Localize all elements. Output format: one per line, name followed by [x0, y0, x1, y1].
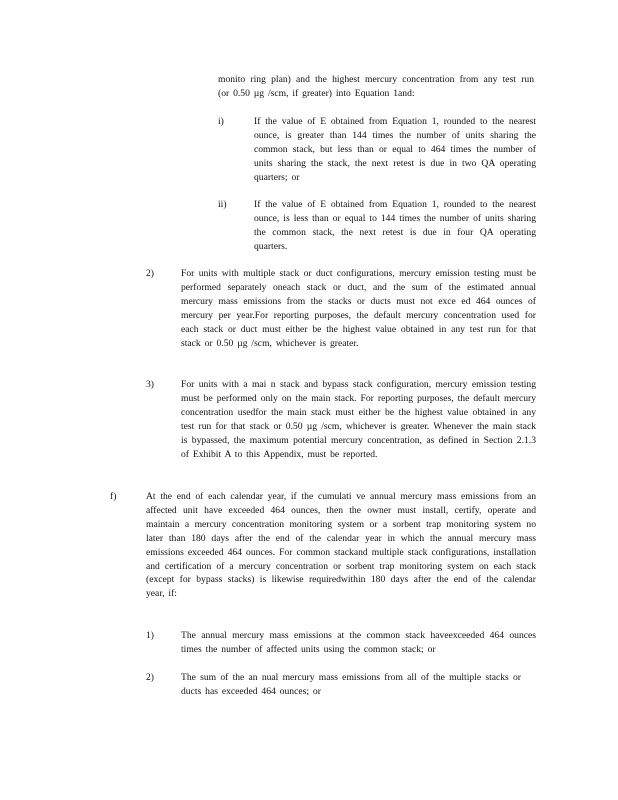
numbered-item-3-text: For units with a mai n stack and bypass stack configuration, mercury emission testing must be performed only on the main stack. For reporting purposes, the default mercury concentration usedfor the main stack must either be the highest value obtained in any test run for that stack or 0.50 µg /scm, whichever is greater. Whenever the main stack is bypassed, the maximum potential mercury concentration, as defined in Section 2.1.3 of Exhibit A to this Appendix, must be reported.: [181, 379, 536, 460]
numbered-item-b1-text: The annual mercury mass emissions at the common stack haveexceeded 464 ounces times the number of affected units using the common stack; or: [181, 630, 536, 655]
sub-item-ii-marker: ii): [218, 199, 227, 210]
sub-item-i-text: If the value of E obtained from Equation 1, rounded to the nearest ounce, is greater than 144 times the number of units sharing the common stack, but less than or equal to 464 times the number of units sharing the stack, the next retest is due in two QA operating quarters; or: [254, 116, 536, 183]
numbered-item-3-marker: 3): [146, 379, 154, 390]
numbered-item-2-marker: 2): [146, 268, 154, 279]
sub-item-i-marker: i): [218, 116, 224, 127]
numbered-item-b1-marker: 1): [146, 630, 154, 641]
sub-item-ii-text: If the value of E obtained from Equation 1, rounded to the nearest ounce, is less than or equal to 144 times the number of units sharing the common stack, the next retest is due in four QA operating quarters.: [254, 199, 536, 252]
numbered-item-b2-text: The sum of the an nual mercury mass emissions from all of the multiple stacks or ducts has exceeded 464 ounces; or: [181, 672, 521, 697]
numbered-item-2-text: For units with multiple stack or duct configurations, mercury emission testing must be performed separately oneach stack or duct, and the sum of the estimated annual mercury mass emissions from the stacks or ducts must not exce ed 464 ounces of mercury per year.For reporting purposes, the default mercury concentration used for each stack or duct must either be the highest value obtained in any test run for that stack or 0.50 µg /scm, whichever is greater.: [181, 268, 536, 349]
intro-continuation-paragraph: monito ring plan) and the highest mercury concentration from any test run (or 0.50 µg /scm, if greater) into Equation 1and:: [218, 74, 534, 99]
section-f-marker: f): [110, 491, 117, 502]
section-f-text: At the end of each calendar year, if the cumulati ve annual mercury mass emissions from an affected unit have exceeded 464 ounces, then the owner must install, certify, operate and maintain a mercury concentration monitoring system or a sorbent trap monitoring system no later than 180 days after the end of the calendar year in which the annual mercury mass emissions exceeded 464 ounces. For common stackand multiple stack configurations, installation and certification of a mercury concentration or sorbent trap monitoring system on each stack (except for bypass stacks) is likewise requiredwithin 180 days after the end of the calendar year, if:: [146, 491, 536, 600]
numbered-item-b2-marker: 2): [146, 672, 154, 683]
